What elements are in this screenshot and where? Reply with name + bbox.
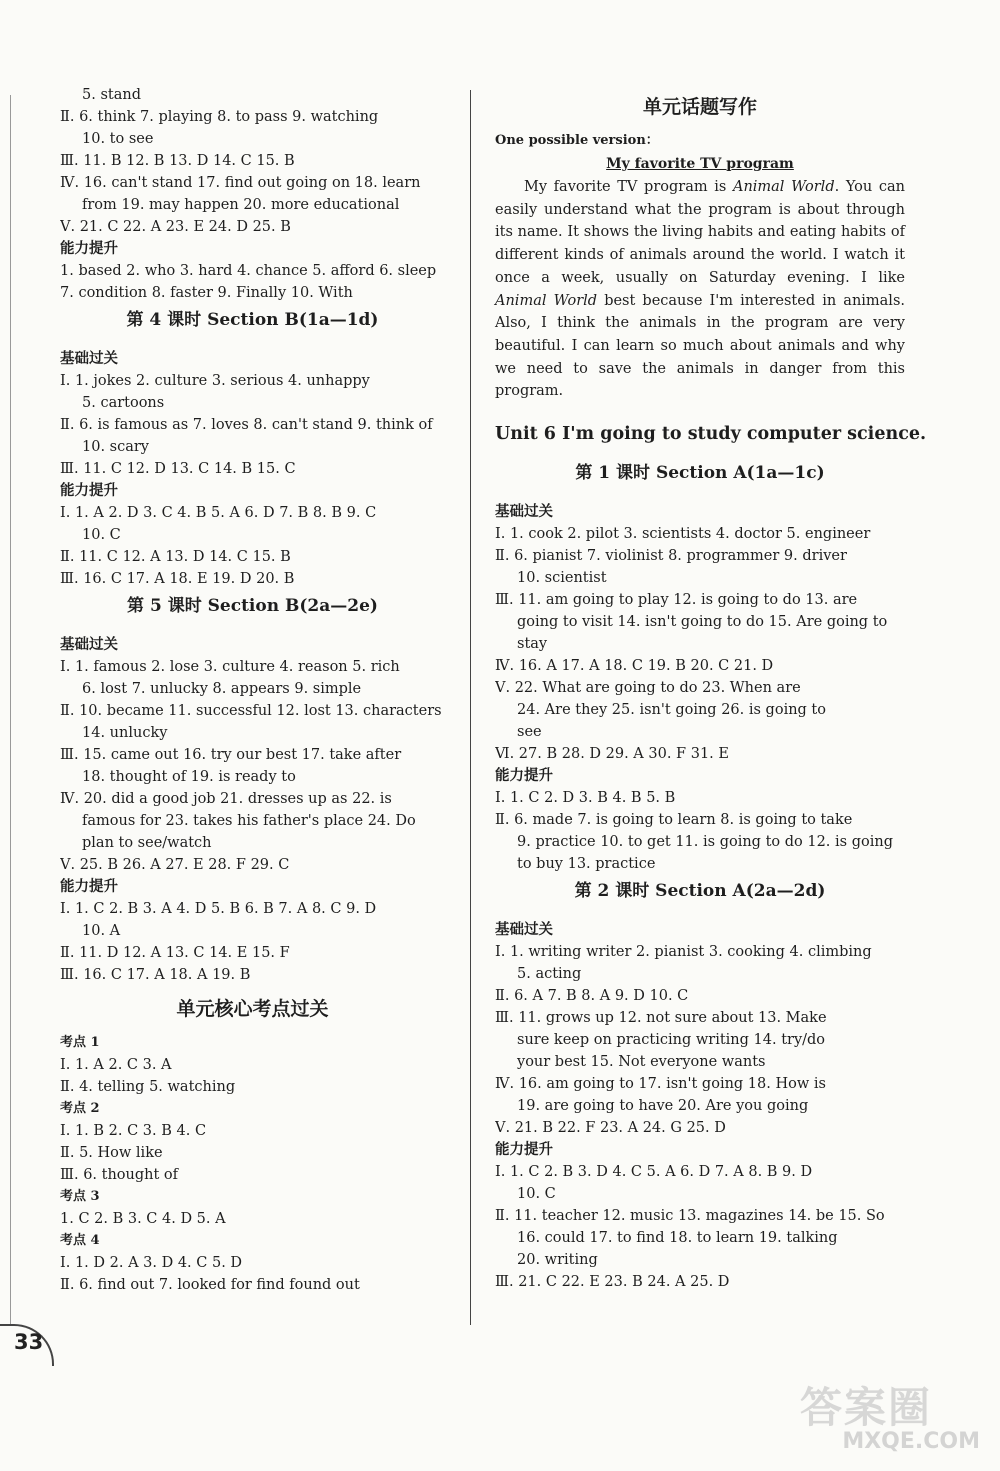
answer-line: Ⅲ. 11. am going to play 12. is going to do 13. are [495, 592, 858, 609]
answer-line: Ⅲ. 15. came out 16. try our best 17. take after [60, 747, 402, 763]
answer-line: Ⅱ. 6. is famous as 7. loves 8. can't stand 9. think of [60, 417, 433, 433]
answer-line: Ⅱ. 6. find out 7. looked for find found out [60, 1277, 360, 1293]
column-divider [470, 90, 471, 1325]
key-point-label: 考点 3 [60, 1189, 100, 1204]
answer-line: 14. unlucky [82, 725, 168, 741]
key-point-label: 考点 2 [60, 1101, 100, 1116]
essay-paragraph [495, 176, 905, 403]
answer-line: Ⅰ. 1. D 2. A 3. D 4. C 5. D [60, 1255, 243, 1271]
answer-line: 5. cartoons [82, 395, 165, 411]
answer-line: Ⅲ. 6. thought of [60, 1167, 179, 1183]
answer-line: 18. thought of 19. is ready to [82, 769, 296, 785]
answer-line: 20. writing [517, 1252, 598, 1269]
answer-line: Ⅱ. 6. think 7. playing 8. to pass 9. watching [60, 109, 379, 125]
watermark-url: MXQE.COM [842, 1429, 980, 1454]
answer-line: 5. acting [517, 966, 582, 983]
answer-line: Ⅰ. 1. writing writer 2. pianist 3. cooking 4. climbing [495, 944, 872, 961]
watermark-text: 答案圈 [800, 1383, 933, 1432]
right-column [495, 84, 927, 1293]
section-label: 能力提升 [60, 241, 118, 257]
answer-line: your best 15. Not everyone wants [517, 1054, 766, 1071]
section-label: 能力提升 [60, 879, 118, 895]
answer-line: Ⅲ. 11. C 12. D 13. C 14. B 15. C [60, 461, 296, 477]
lesson-title: 第 4 课时 Section B(1a—1d) [126, 310, 379, 330]
answer-line: Ⅱ. 11. D 12. A 13. C 14. E 15. F [60, 945, 290, 961]
lesson-title: 第 5 课时 Section B(2a—2e) [127, 596, 378, 616]
section-label: 能力提升 [495, 768, 553, 785]
answer-line: 10. C [82, 527, 121, 543]
answer-line: 10. to see [82, 131, 154, 147]
answer-line: stay [517, 636, 548, 653]
answer-line: Ⅲ. 16. C 17. A 18. E 19. D 20. B [60, 571, 295, 587]
answer-line: Ⅱ. 6. made 7. is going to learn 8. is going to take [495, 812, 853, 829]
answer-line: 16. could 17. to find 18. to learn 19. talking [517, 1230, 838, 1247]
answer-line: Ⅴ. 25. B 26. A 27. E 28. F 29. C [60, 857, 290, 873]
answer-line: Ⅲ. 11. B 12. B 13. D 14. C 15. B [60, 153, 295, 169]
answer-line: 10. C [517, 1186, 556, 1203]
answer-line: to buy 13. practice [517, 856, 656, 873]
answer-line: 10. A [82, 923, 121, 939]
unit-title: Unit 6 I'm going to study computer science. [495, 424, 927, 445]
answer-line: Ⅱ. 10. became 11. successful 12. lost 13. characters [60, 703, 442, 719]
section-label: 基础过关 [60, 637, 118, 653]
answer-line: Ⅰ. 1. B 2. C 3. B 4. C [60, 1123, 207, 1139]
answer-line: Ⅰ. 1. C 2. B 3. A 4. D 5. B 6. B 7. A 8. C 9. D [60, 901, 377, 917]
page-number-badge [0, 1322, 52, 1368]
key-point-label: 考点 1 [60, 1035, 100, 1050]
section-label: 基础过关 [60, 351, 118, 367]
answer-line: Ⅱ. 4. telling 5. watching [60, 1079, 236, 1095]
key-point-label: 考点 4 [60, 1233, 100, 1248]
chapter-title: 单元核心考点过关 [176, 998, 329, 1020]
answer-line: Ⅳ. 16. am going to 17. isn't going 18. How is [495, 1076, 826, 1093]
answer-line: Ⅴ. 21. C 22. A 23. E 24. D 25. B [60, 219, 291, 235]
unit6-answers [495, 411, 927, 1293]
answer-line: Ⅰ. 1. famous 2. lose 3. culture 4. reason 5. rich [60, 659, 400, 675]
answer-line: 6. lost 7. unlucky 8. appears 9. simple [82, 681, 362, 697]
answer-line: Ⅰ. 1. C 2. D 3. B 4. B 5. B [495, 790, 676, 807]
answer-line: 1. C 2. B 3. C 4. D 5. A [60, 1211, 226, 1227]
answer-line: Ⅳ. 16. can't stand 17. find out going on 18. learn [60, 175, 421, 191]
essay-italic-title: Animal World [495, 292, 598, 309]
answer-line: 24. Are they 25. isn't going 26. is going to [517, 702, 826, 719]
answer-line: Ⅱ. 6. pianist 7. violinist 8. programmer 9. driver [495, 548, 847, 565]
answer-line: Ⅰ. 1. jokes 2. culture 3. serious 4. unhappy [60, 373, 370, 389]
page-number: 33 [14, 1330, 44, 1354]
answer-line: Ⅰ. 1. cook 2. pilot 3. scientists 4. doctor 5. engineer [495, 526, 871, 543]
watermark-logo [800, 1375, 990, 1465]
answer-line: 7. condition 8. faster 9. Finally 10. With [60, 285, 353, 301]
answer-line: Ⅲ. 16. C 17. A 18. A 19. B [60, 967, 251, 983]
answer-line: 1. based 2. who 3. hard 4. chance 5. afford 6. sleep [60, 263, 437, 279]
lesson-title: 第 2 课时 Section A(2a—2d) [574, 881, 826, 902]
answer-line: 10. scary [82, 439, 149, 455]
answer-line: going to visit 14. isn't going to do 15. Are going to [517, 614, 888, 631]
answer-line: Ⅱ. 11. C 12. A 13. D 14. C 15. B [60, 549, 291, 565]
answer-line: Ⅰ. 1. A 2. C 3. A [60, 1057, 172, 1073]
answer-line: Ⅰ. 1. A 2. D 3. C 4. B 5. A 6. D 7. B 8. B 9. C [60, 505, 377, 521]
essay-text: . You can easily understand what the program is about through its name. It shows the living habits and eating habits of different kinds of animals around the world. I watch it once a week, usually on Saturday evening. I like [495, 179, 905, 286]
answer-line: 19. are going to have 20. Are you going [517, 1098, 809, 1115]
answer-line: Ⅳ. 16. A 17. A 18. C 19. B 20. C 21. D [495, 658, 774, 675]
answer-line: 10. scientist [517, 570, 607, 587]
margin-rule [10, 95, 11, 1325]
answer-line: Ⅰ. 1. C 2. B 3. D 4. C 5. A 6. D 7. A 8. B 9. D [495, 1164, 813, 1181]
essay-italic-title: Animal World [732, 179, 835, 195]
answer-line: sure keep on practicing writing 14. try/do [517, 1032, 826, 1049]
answer-line: see [517, 724, 542, 741]
section-label: 能力提升 [495, 1142, 553, 1159]
writing-section-title: 单元话题写作 [642, 96, 757, 118]
answer-line: Ⅱ. 6. A 7. B 8. A 9. D 10. C [495, 988, 689, 1005]
answer-line: Ⅲ. 11. grows up 12. not sure about 13. Make [495, 1010, 827, 1027]
essay-text: best because I'm interested in animals. Also, I think the animals in the program are very beautiful. I can learn so much about animals and why we need to save the animals in danger from this program. [495, 292, 905, 400]
essay-title: My favorite TV program [606, 156, 794, 172]
answer-line: Ⅲ. 21. C 22. E 23. B 24. A 25. D [495, 1274, 730, 1291]
answer-line: from 19. may happen 20. more educational [82, 197, 400, 213]
section-label: 基础过关 [495, 504, 553, 521]
answer-line: famous for 23. takes his father's place 24. Do [82, 813, 416, 829]
answer-line: Ⅴ. 21. B 22. F 23. A 24. G 25. D [495, 1120, 726, 1137]
section-label: 基础过关 [495, 922, 553, 939]
essay-text: My favorite TV program is [524, 179, 733, 195]
version-label: One possible version： [495, 133, 659, 148]
answer-line: Ⅱ. 11. teacher 12. music 13. magazines 14. be 15. So [495, 1208, 885, 1225]
answer-line: Ⅴ. 22. What are going to do 23. When are [495, 680, 801, 697]
answer-line: Ⅱ. 5. How like [60, 1145, 163, 1161]
answer-line: 9. practice 10. to get 11. is going to do 12. is going [517, 834, 893, 851]
answer-line: Ⅵ. 27. B 28. D 29. A 30. F 31. E [495, 746, 729, 763]
section-label: 能力提升 [60, 483, 118, 499]
left-column [60, 84, 445, 1296]
answer-line: 5. stand [82, 87, 141, 103]
lesson-title: 第 1 课时 Section A(1a—1c) [575, 463, 825, 484]
answer-line: Ⅳ. 20. did a good job 21. dresses up as 22. is [60, 791, 392, 807]
answer-line: plan to see/watch [82, 835, 212, 851]
